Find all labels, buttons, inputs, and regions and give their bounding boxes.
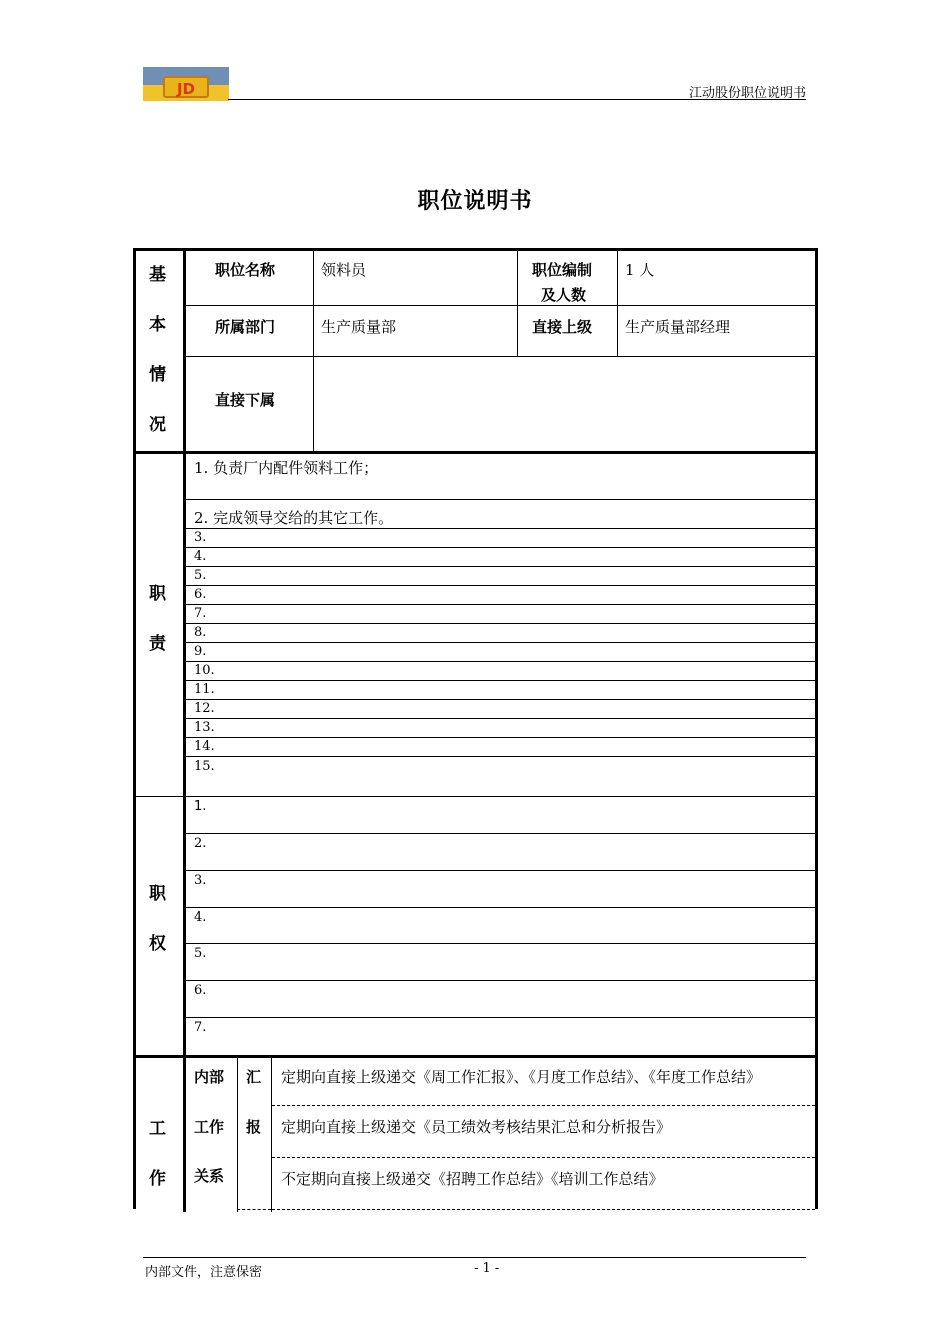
- footer-confidential: 内部文件，注意保密: [145, 1265, 263, 1280]
- internal-label-1: 内部: [194, 1068, 225, 1086]
- duty-item-11: 11.: [194, 682, 215, 697]
- duty-item-1: 1. 负责厂内配件领料工作；: [194, 459, 379, 477]
- authority-item-1: 1.: [194, 799, 207, 814]
- subordinate-label: 直接下属: [215, 391, 276, 409]
- duty-item-15: 15.: [194, 759, 215, 774]
- duty-item-4: 4.: [194, 549, 207, 564]
- authority-item-2: 2.: [194, 836, 207, 851]
- company-logo: [143, 67, 229, 101]
- internal-label-3: 关系: [194, 1167, 225, 1185]
- relations-section-label-2: 作: [149, 1169, 166, 1189]
- authority-section-label-2: 权: [149, 934, 166, 954]
- page-number: - 1 -: [474, 1261, 500, 1276]
- headcount-label-1: 职位编制: [532, 261, 593, 279]
- duty-item-3: 3.: [194, 530, 207, 545]
- authority-item-7: 7.: [194, 1020, 207, 1035]
- authority-section-label-1: 职: [149, 884, 166, 904]
- duty-item-9: 9.: [194, 644, 207, 659]
- department-value: 生产质量部: [321, 318, 397, 336]
- authority-item-4: 4.: [194, 910, 207, 925]
- position-name-label: 职位名称: [215, 261, 276, 279]
- report-label-1: 汇: [246, 1068, 262, 1086]
- headcount-value: 1 人: [625, 261, 655, 279]
- department-label: 所属部门: [215, 318, 276, 336]
- internal-label-2: 工作: [194, 1118, 225, 1136]
- duty-item-12: 12.: [194, 701, 215, 716]
- duties-section-label-2: 责: [149, 634, 166, 654]
- headcount-label-2: 及人数: [541, 286, 587, 304]
- header-doc-title: 江动股份职位说明书: [688, 86, 806, 101]
- report-item-1: 定期向直接上级递交《周工作汇报》、《月度工作总结》、《年度工作总结》: [281, 1068, 762, 1086]
- duties-section-label-1: 职: [149, 584, 166, 604]
- duty-item-5: 5.: [194, 568, 207, 583]
- relations-section-label-1: 工: [149, 1119, 166, 1139]
- duty-item-2: 2. 完成领导交给的其它工作。: [194, 509, 394, 527]
- authority-item-5: 5.: [194, 946, 207, 961]
- duty-item-7: 7.: [194, 606, 207, 621]
- basic-section-label-1: 基: [149, 265, 166, 285]
- duty-item-10: 10.: [194, 663, 215, 678]
- authority-item-6: 6.: [194, 983, 207, 998]
- duty-item-13: 13.: [194, 720, 215, 735]
- basic-section-label-2: 本: [149, 315, 166, 335]
- supervisor-label: 直接上级: [532, 318, 593, 336]
- job-description-table: [133, 248, 818, 1209]
- report-item-3: 不定期向直接上级递交《招聘工作总结》《培训工作总结》: [281, 1170, 664, 1188]
- supervisor-value: 生产质量部经理: [625, 318, 731, 336]
- footer-rule: [143, 1257, 806, 1258]
- duty-item-8: 8.: [194, 625, 207, 640]
- report-item-2: 定期向直接上级递交《员工绩效考核结果汇总和分析报告》: [281, 1118, 672, 1136]
- duty-item-14: 14.: [194, 739, 215, 754]
- logo-mark: JD: [163, 76, 209, 98]
- basic-section-label-4: 况: [149, 415, 166, 435]
- duty-item-6: 6.: [194, 587, 207, 602]
- basic-section-label-3: 情: [149, 365, 166, 385]
- page-title: 职位说明书: [417, 189, 533, 214]
- report-label-2: 报: [246, 1118, 262, 1136]
- position-name-value: 领料员: [321, 261, 367, 279]
- authority-item-3: 3.: [194, 873, 207, 888]
